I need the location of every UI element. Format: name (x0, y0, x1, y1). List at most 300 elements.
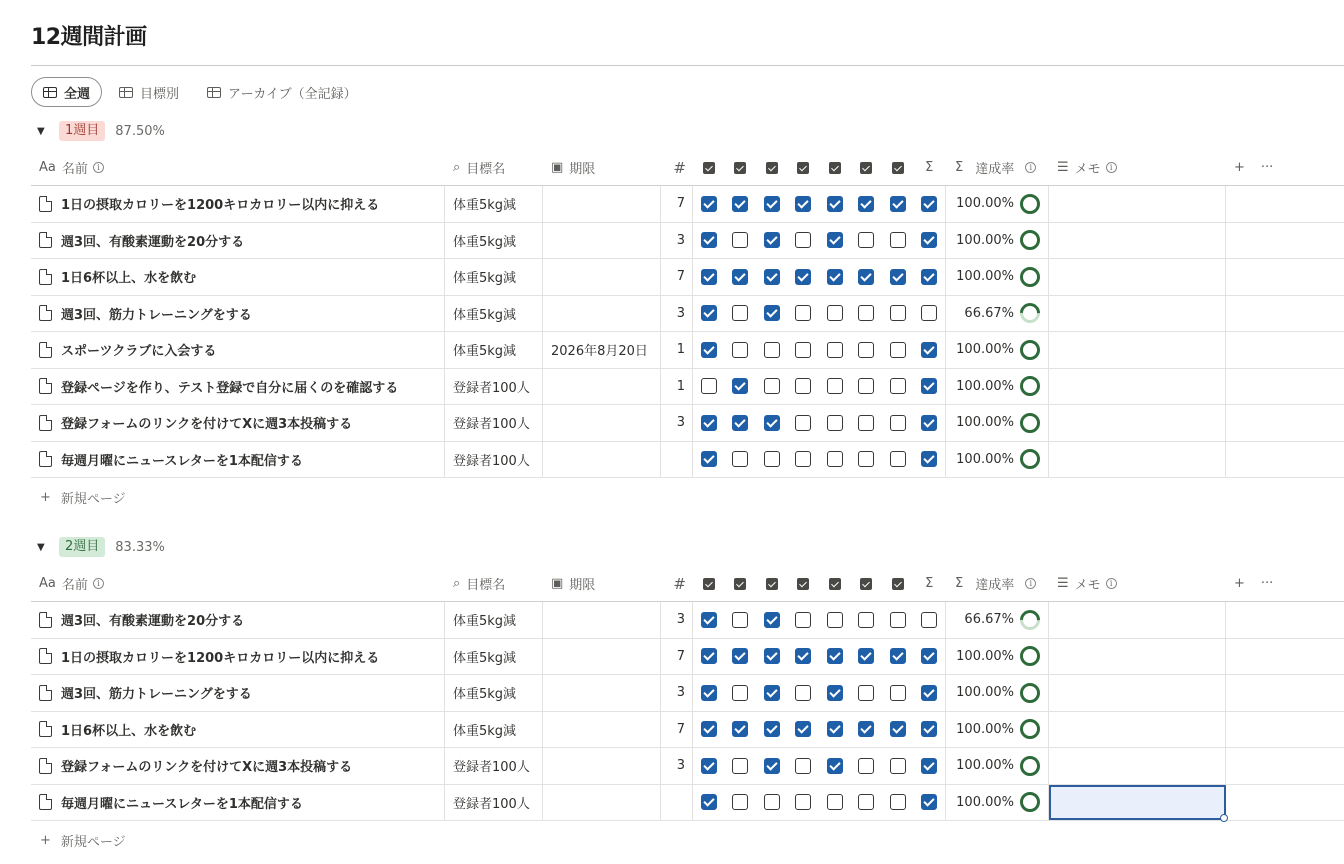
row-goal[interactable]: 登録者100人 (445, 785, 543, 821)
checkbox-checked[interactable] (701, 451, 717, 467)
row-day-6[interactable] (851, 186, 883, 222)
checkbox-checked[interactable] (764, 269, 780, 285)
more-options-button[interactable]: ··· (1260, 576, 1274, 591)
header-goal[interactable] (445, 150, 543, 185)
row-num[interactable] (661, 442, 693, 478)
row-day-2[interactable] (725, 639, 757, 675)
checkbox-checked[interactable] (795, 269, 811, 285)
row-day-4[interactable] (788, 296, 820, 332)
checkbox-checked[interactable] (921, 196, 937, 212)
checkbox-checked[interactable] (795, 196, 811, 212)
row-day-2[interactable] (725, 259, 757, 295)
row-name[interactable] (31, 296, 445, 332)
header-day-3[interactable] (756, 150, 788, 185)
row-name[interactable] (31, 186, 445, 222)
checkbox-checked[interactable] (921, 758, 937, 774)
row-sum[interactable] (914, 296, 946, 332)
checkbox-checked[interactable] (701, 196, 717, 212)
row-memo[interactable] (1049, 332, 1226, 368)
checkbox-checked[interactable] (827, 648, 843, 664)
row-due[interactable]: 2026年8月20日 (543, 332, 661, 368)
row-name[interactable] (31, 712, 445, 748)
row-day-6[interactable] (851, 442, 883, 478)
row-day-1[interactable] (693, 442, 725, 478)
row-due[interactable] (543, 405, 661, 441)
row-day-4[interactable] (788, 442, 820, 478)
checkbox-checked[interactable] (858, 648, 874, 664)
row-day-4[interactable] (788, 369, 820, 405)
row-num[interactable]: 3 (661, 296, 693, 332)
row-day-6[interactable] (851, 259, 883, 295)
checkbox-unchecked[interactable] (827, 342, 843, 358)
row-goal[interactable]: 体重5kg減 (445, 259, 543, 295)
add-property-button[interactable]: + (1234, 576, 1245, 591)
row-day-6[interactable] (851, 405, 883, 441)
checkbox-checked[interactable] (858, 196, 874, 212)
checkbox-checked[interactable] (764, 415, 780, 431)
row-num[interactable]: 7 (661, 259, 693, 295)
checkbox-checked[interactable] (827, 269, 843, 285)
row-day-7[interactable] (882, 332, 914, 368)
row-num[interactable]: 3 (661, 405, 693, 441)
checkbox-unchecked[interactable] (732, 685, 748, 701)
row-day-5[interactable] (819, 296, 851, 332)
checkbox-unchecked[interactable] (890, 612, 906, 628)
checkbox-checked[interactable] (921, 721, 937, 737)
checkbox-checked[interactable] (921, 232, 937, 248)
row-day-5[interactable] (819, 712, 851, 748)
row-goal[interactable]: 体重5kg減 (445, 332, 543, 368)
checkbox-unchecked[interactable] (827, 415, 843, 431)
checkbox-unchecked[interactable] (858, 232, 874, 248)
checkbox-unchecked[interactable] (890, 758, 906, 774)
row-day-3[interactable] (756, 369, 788, 405)
row-sum[interactable] (914, 602, 946, 638)
checkbox-unchecked[interactable] (795, 232, 811, 248)
row-day-5[interactable] (819, 186, 851, 222)
checkbox-unchecked[interactable] (858, 685, 874, 701)
header-day-6[interactable] (851, 150, 883, 185)
row-memo[interactable] (1049, 442, 1226, 478)
row-day-5[interactable] (819, 785, 851, 821)
row-day-2[interactable] (725, 332, 757, 368)
row-day-3[interactable] (756, 748, 788, 784)
row-day-7[interactable] (882, 405, 914, 441)
row-due[interactable] (543, 223, 661, 259)
checkbox-checked[interactable] (764, 648, 780, 664)
row-num[interactable] (661, 785, 693, 821)
row-day-5[interactable] (819, 639, 851, 675)
header-rate[interactable] (945, 566, 1049, 601)
checkbox-unchecked[interactable] (827, 612, 843, 628)
row-name[interactable] (31, 442, 445, 478)
row-day-1[interactable] (693, 296, 725, 332)
row-sum[interactable] (914, 369, 946, 405)
checkbox-checked[interactable] (701, 305, 717, 321)
row-day-1[interactable] (693, 602, 725, 638)
row-day-3[interactable] (756, 186, 788, 222)
row-day-6[interactable] (851, 675, 883, 711)
row-day-7[interactable] (882, 602, 914, 638)
row-day-7[interactable] (882, 369, 914, 405)
row-memo[interactable] (1049, 259, 1226, 295)
checkbox-unchecked[interactable] (890, 794, 906, 810)
row-day-3[interactable] (756, 296, 788, 332)
row-goal[interactable]: 体重5kg減 (445, 602, 543, 638)
row-day-2[interactable] (725, 675, 757, 711)
resize-handle[interactable] (1220, 814, 1228, 822)
checkbox-checked[interactable] (701, 415, 717, 431)
checkbox-unchecked[interactable] (732, 305, 748, 321)
checkbox-unchecked[interactable] (858, 612, 874, 628)
row-day-2[interactable] (725, 296, 757, 332)
checkbox-unchecked[interactable] (732, 758, 748, 774)
header-day-5[interactable] (819, 566, 851, 601)
row-day-1[interactable] (693, 369, 725, 405)
checkbox-unchecked[interactable] (827, 794, 843, 810)
checkbox-checked[interactable] (732, 378, 748, 394)
row-day-5[interactable] (819, 675, 851, 711)
row-day-2[interactable] (725, 712, 757, 748)
checkbox-unchecked[interactable] (858, 758, 874, 774)
new-page-button[interactable] (40, 488, 126, 507)
header-day-6[interactable] (851, 566, 883, 601)
row-day-5[interactable] (819, 369, 851, 405)
row-day-7[interactable] (882, 785, 914, 821)
header-day-7[interactable] (882, 566, 914, 601)
row-day-1[interactable] (693, 712, 725, 748)
checkbox-unchecked[interactable] (795, 305, 811, 321)
row-due[interactable] (543, 748, 661, 784)
row-day-5[interactable] (819, 405, 851, 441)
row-day-4[interactable] (788, 639, 820, 675)
checkbox-unchecked[interactable] (858, 451, 874, 467)
row-goal[interactable]: 登録者100人 (445, 405, 543, 441)
row-day-1[interactable] (693, 785, 725, 821)
row-day-7[interactable] (882, 442, 914, 478)
checkbox-unchecked[interactable] (764, 794, 780, 810)
checkbox-unchecked[interactable] (764, 378, 780, 394)
row-day-3[interactable] (756, 405, 788, 441)
row-num[interactable]: 3 (661, 223, 693, 259)
checkbox-checked[interactable] (701, 721, 717, 737)
row-day-6[interactable] (851, 369, 883, 405)
checkbox-unchecked[interactable] (795, 451, 811, 467)
row-day-3[interactable] (756, 639, 788, 675)
checkbox-unchecked[interactable] (890, 685, 906, 701)
row-day-5[interactable] (819, 223, 851, 259)
checkbox-checked[interactable] (764, 758, 780, 774)
row-day-2[interactable] (725, 748, 757, 784)
row-day-4[interactable] (788, 405, 820, 441)
row-day-1[interactable] (693, 332, 725, 368)
row-day-4[interactable] (788, 748, 820, 784)
row-due[interactable] (543, 296, 661, 332)
row-day-3[interactable] (756, 259, 788, 295)
row-name[interactable] (31, 785, 445, 821)
row-day-6[interactable] (851, 602, 883, 638)
checkbox-checked[interactable] (921, 415, 937, 431)
checkbox-unchecked[interactable] (890, 378, 906, 394)
checkbox-unchecked[interactable] (890, 415, 906, 431)
checkbox-checked[interactable] (921, 378, 937, 394)
header-goal[interactable] (445, 566, 543, 601)
checkbox-checked[interactable] (795, 721, 811, 737)
checkbox-unchecked[interactable] (858, 415, 874, 431)
row-day-2[interactable] (725, 602, 757, 638)
checkbox-unchecked[interactable] (732, 612, 748, 628)
checkbox-unchecked[interactable] (890, 305, 906, 321)
row-day-3[interactable] (756, 675, 788, 711)
row-day-7[interactable] (882, 223, 914, 259)
row-day-1[interactable] (693, 186, 725, 222)
checkbox-unchecked[interactable] (795, 378, 811, 394)
header-sum[interactable]: Σ (925, 576, 934, 591)
checkbox-checked[interactable] (795, 648, 811, 664)
row-day-2[interactable] (725, 223, 757, 259)
checkbox-checked[interactable] (921, 269, 937, 285)
row-due[interactable] (543, 602, 661, 638)
collapse-toggle-icon[interactable]: ▼ (37, 541, 45, 553)
row-day-6[interactable] (851, 332, 883, 368)
checkbox-checked[interactable] (827, 758, 843, 774)
row-day-5[interactable] (819, 442, 851, 478)
header-num[interactable]: # (673, 574, 686, 593)
checkbox-checked[interactable] (732, 721, 748, 737)
row-num[interactable]: 7 (661, 186, 693, 222)
row-num[interactable]: 3 (661, 675, 693, 711)
checkbox-checked[interactable] (701, 269, 717, 285)
row-sum[interactable] (914, 186, 946, 222)
row-memo[interactable] (1049, 602, 1226, 638)
checkbox-unchecked[interactable] (921, 305, 937, 321)
checkbox-checked[interactable] (701, 758, 717, 774)
row-due[interactable] (543, 186, 661, 222)
checkbox-unchecked[interactable] (858, 342, 874, 358)
checkbox-unchecked[interactable] (858, 305, 874, 321)
checkbox-checked[interactable] (764, 305, 780, 321)
row-memo[interactable] (1049, 296, 1226, 332)
row-due[interactable] (543, 442, 661, 478)
row-day-6[interactable] (851, 712, 883, 748)
checkbox-checked[interactable] (764, 721, 780, 737)
row-day-2[interactable] (725, 442, 757, 478)
add-property-button[interactable]: + (1234, 160, 1245, 175)
row-day-7[interactable] (882, 639, 914, 675)
header-day-4[interactable] (788, 150, 820, 185)
checkbox-unchecked[interactable] (890, 342, 906, 358)
checkbox-unchecked[interactable] (795, 794, 811, 810)
row-name[interactable] (31, 332, 445, 368)
checkbox-checked[interactable] (701, 342, 717, 358)
row-goal[interactable]: 体重5kg減 (445, 223, 543, 259)
row-num[interactable]: 3 (661, 748, 693, 784)
checkbox-unchecked[interactable] (795, 612, 811, 628)
checkbox-unchecked[interactable] (890, 232, 906, 248)
row-day-3[interactable] (756, 223, 788, 259)
checkbox-unchecked[interactable] (921, 612, 937, 628)
row-day-4[interactable] (788, 675, 820, 711)
row-goal[interactable]: 体重5kg減 (445, 712, 543, 748)
checkbox-checked[interactable] (732, 648, 748, 664)
checkbox-checked[interactable] (732, 196, 748, 212)
header-day-4[interactable] (788, 566, 820, 601)
row-memo[interactable] (1049, 223, 1226, 259)
checkbox-unchecked[interactable] (795, 685, 811, 701)
checkbox-checked[interactable] (827, 685, 843, 701)
row-day-5[interactable] (819, 602, 851, 638)
row-num[interactable]: 7 (661, 712, 693, 748)
checkbox-checked[interactable] (732, 269, 748, 285)
checkbox-checked[interactable] (827, 232, 843, 248)
header-day-1[interactable] (693, 566, 725, 601)
checkbox-checked[interactable] (764, 612, 780, 628)
row-day-5[interactable] (819, 259, 851, 295)
checkbox-unchecked[interactable] (795, 342, 811, 358)
row-name[interactable] (31, 259, 445, 295)
header-due[interactable] (543, 150, 661, 185)
checkbox-checked[interactable] (701, 232, 717, 248)
checkbox-checked[interactable] (701, 648, 717, 664)
checkbox-checked[interactable] (764, 685, 780, 701)
checkbox-unchecked[interactable] (858, 378, 874, 394)
row-memo[interactable] (1049, 186, 1226, 222)
new-page-button[interactable] (40, 831, 126, 850)
row-day-7[interactable] (882, 748, 914, 784)
row-due[interactable] (543, 259, 661, 295)
checkbox-checked[interactable] (921, 648, 937, 664)
row-day-2[interactable] (725, 785, 757, 821)
row-day-2[interactable] (725, 186, 757, 222)
checkbox-unchecked[interactable] (732, 451, 748, 467)
row-sum[interactable] (914, 785, 946, 821)
header-sum[interactable]: Σ (925, 160, 934, 175)
row-goal[interactable]: 登録者100人 (445, 748, 543, 784)
view-tab-1[interactable] (31, 77, 102, 107)
checkbox-checked[interactable] (890, 269, 906, 285)
checkbox-checked[interactable] (858, 269, 874, 285)
row-day-6[interactable] (851, 639, 883, 675)
row-day-4[interactable] (788, 259, 820, 295)
row-day-6[interactable] (851, 748, 883, 784)
row-day-3[interactable] (756, 442, 788, 478)
checkbox-checked[interactable] (764, 196, 780, 212)
row-goal[interactable]: 登録者100人 (445, 442, 543, 478)
header-rate[interactable] (945, 150, 1049, 185)
row-num[interactable]: 7 (661, 639, 693, 675)
row-day-7[interactable] (882, 186, 914, 222)
row-memo[interactable] (1049, 405, 1226, 441)
checkbox-unchecked[interactable] (890, 451, 906, 467)
header-name[interactable] (31, 150, 445, 185)
row-goal[interactable]: 体重5kg減 (445, 186, 543, 222)
checkbox-unchecked[interactable] (827, 451, 843, 467)
header-num[interactable]: # (673, 158, 686, 177)
row-goal[interactable]: 体重5kg減 (445, 296, 543, 332)
checkbox-checked[interactable] (701, 794, 717, 810)
row-day-7[interactable] (882, 675, 914, 711)
checkbox-checked[interactable] (890, 721, 906, 737)
row-memo[interactable] (1049, 675, 1226, 711)
row-day-2[interactable] (725, 369, 757, 405)
row-sum[interactable] (914, 748, 946, 784)
row-day-4[interactable] (788, 712, 820, 748)
header-name[interactable] (31, 566, 445, 601)
view-tab-2[interactable] (108, 77, 190, 107)
collapse-toggle-icon[interactable]: ▼ (37, 125, 45, 137)
row-name[interactable] (31, 675, 445, 711)
row-day-4[interactable] (788, 602, 820, 638)
header-day-5[interactable] (819, 150, 851, 185)
row-day-7[interactable] (882, 712, 914, 748)
checkbox-unchecked[interactable] (732, 342, 748, 358)
row-memo[interactable] (1049, 785, 1226, 821)
row-day-1[interactable] (693, 223, 725, 259)
checkbox-checked[interactable] (732, 415, 748, 431)
view-tab-3[interactable] (196, 77, 368, 107)
row-due[interactable] (543, 785, 661, 821)
header-day-2[interactable] (725, 566, 757, 601)
header-day-2[interactable] (725, 150, 757, 185)
checkbox-checked[interactable] (827, 721, 843, 737)
row-day-3[interactable] (756, 332, 788, 368)
row-sum[interactable] (914, 442, 946, 478)
header-day-7[interactable] (882, 150, 914, 185)
checkbox-unchecked[interactable] (701, 378, 717, 394)
row-sum[interactable] (914, 259, 946, 295)
more-options-button[interactable]: ··· (1260, 160, 1274, 175)
header-memo[interactable] (1049, 150, 1226, 185)
checkbox-checked[interactable] (827, 196, 843, 212)
header-day-1[interactable] (693, 150, 725, 185)
row-name[interactable] (31, 369, 445, 405)
checkbox-unchecked[interactable] (858, 794, 874, 810)
row-goal[interactable]: 体重5kg減 (445, 675, 543, 711)
row-sum[interactable] (914, 332, 946, 368)
checkbox-unchecked[interactable] (732, 794, 748, 810)
row-memo[interactable] (1049, 639, 1226, 675)
row-sum[interactable] (914, 639, 946, 675)
row-day-4[interactable] (788, 332, 820, 368)
row-day-1[interactable] (693, 675, 725, 711)
row-day-1[interactable] (693, 405, 725, 441)
checkbox-checked[interactable] (858, 721, 874, 737)
checkbox-checked[interactable] (921, 794, 937, 810)
row-day-1[interactable] (693, 748, 725, 784)
checkbox-checked[interactable] (921, 685, 937, 701)
row-day-7[interactable] (882, 296, 914, 332)
row-name[interactable] (31, 602, 445, 638)
checkbox-unchecked[interactable] (764, 342, 780, 358)
row-memo[interactable] (1049, 712, 1226, 748)
checkbox-unchecked[interactable] (732, 232, 748, 248)
row-sum[interactable] (914, 675, 946, 711)
header-memo[interactable] (1049, 566, 1226, 601)
row-day-4[interactable] (788, 186, 820, 222)
row-num[interactable]: 3 (661, 602, 693, 638)
row-day-3[interactable] (756, 785, 788, 821)
row-name[interactable] (31, 748, 445, 784)
checkbox-unchecked[interactable] (795, 758, 811, 774)
row-day-3[interactable] (756, 602, 788, 638)
row-due[interactable] (543, 712, 661, 748)
row-day-3[interactable] (756, 712, 788, 748)
row-sum[interactable] (914, 223, 946, 259)
row-day-1[interactable] (693, 639, 725, 675)
checkbox-unchecked[interactable] (764, 451, 780, 467)
row-goal[interactable]: 体重5kg減 (445, 639, 543, 675)
checkbox-checked[interactable] (890, 196, 906, 212)
